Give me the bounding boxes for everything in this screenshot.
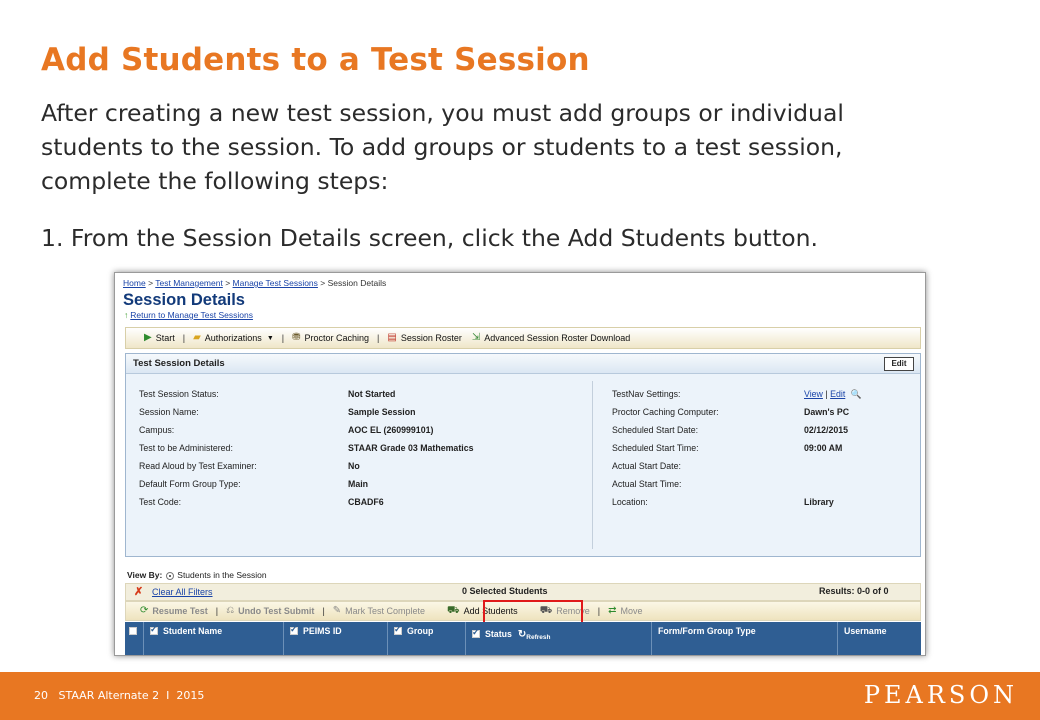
toolbar-separator: | xyxy=(281,333,285,343)
session-toolbar xyxy=(125,327,921,349)
start-date-value: 02/12/2015 xyxy=(804,425,849,435)
toolbar-separator: | xyxy=(377,333,380,343)
filter-bar xyxy=(125,583,921,601)
move-arrows-icon: ⇄ xyxy=(608,605,617,616)
toolbar-separator: | xyxy=(215,606,219,616)
toolbar-separator: | xyxy=(322,606,325,616)
breadcrumb-test-management[interactable]: Test Management xyxy=(155,278,223,288)
return-link-row xyxy=(124,310,253,320)
username-column[interactable] xyxy=(837,622,921,656)
mark-complete-icon: ✎ xyxy=(332,605,342,616)
proctor-computer-value: Dawn's PC xyxy=(804,407,850,417)
pdf-icon: ▤ xyxy=(387,332,397,343)
form-group-type-column[interactable] xyxy=(651,622,837,656)
advanced-roster-download-button[interactable] xyxy=(472,333,630,343)
view-by-row xyxy=(127,570,267,580)
dropdown-arrow-icon: ▼ xyxy=(266,334,274,342)
testnav-edit-link[interactable]: Edit xyxy=(830,389,846,399)
undo-test-submit-button[interactable] xyxy=(226,606,314,616)
detail-label: Session Name: xyxy=(139,407,199,417)
detail-label: Test Code: xyxy=(139,497,182,507)
status-column[interactable] xyxy=(465,622,651,656)
start-label: Start xyxy=(155,333,175,343)
step-1-text: 1. From the Session Details screen, click the Add Students button. xyxy=(41,224,818,252)
refresh-label: Refresh xyxy=(526,634,551,641)
intro-text xyxy=(41,96,1001,198)
testnav-links: View | Edit 🔍 xyxy=(804,389,862,399)
view-by-option-label: Students in the Session xyxy=(177,570,267,580)
advanced-roster-label: Advanced Session Roster Download xyxy=(484,333,631,343)
panel-heading: Test Session Details xyxy=(126,354,920,374)
intro-line: students to the session. To add groups or students to a test session, xyxy=(41,133,843,161)
detail-label: Read Aloud by Test Examiner: xyxy=(139,461,257,471)
detail-label: Campus: xyxy=(139,425,175,435)
view-by-label: View By: xyxy=(127,570,163,580)
group-column[interactable] xyxy=(387,622,465,656)
pearson-logo: PEARSON xyxy=(863,681,1018,709)
detail-label: Test to be Administered: xyxy=(139,443,233,453)
mark-complete-label: Mark Test Complete xyxy=(345,606,426,616)
student-name-header: Student Name xyxy=(163,626,223,636)
move-label: Move xyxy=(620,606,643,616)
remove-icon: ⛟ xyxy=(539,605,553,616)
breadcrumb-home[interactable]: Home xyxy=(123,278,146,288)
column-checkbox[interactable] xyxy=(150,627,158,635)
remove-label: Remove xyxy=(556,606,590,616)
intro-line: After creating a new test session, you must add groups or individual xyxy=(41,99,844,127)
username-header: Username xyxy=(844,626,887,636)
undo-submit-label: Undo Test Submit xyxy=(238,606,315,616)
column-checkbox[interactable] xyxy=(394,627,402,635)
resume-test-button[interactable] xyxy=(140,606,208,616)
intro-line: complete the following steps: xyxy=(41,167,389,195)
move-button[interactable] xyxy=(608,606,642,616)
group-header: Group xyxy=(407,626,434,636)
column-checkbox[interactable] xyxy=(290,627,298,635)
location-value: Library xyxy=(804,497,834,507)
add-students-highlight-box xyxy=(483,600,583,624)
testnav-view-link[interactable]: View xyxy=(804,389,823,399)
breadcrumb-current: Session Details xyxy=(327,278,387,288)
folder-icon: ▰ xyxy=(193,332,201,343)
detail-label: Scheduled Start Time: xyxy=(612,443,699,453)
authorizations-label: Authorizations xyxy=(204,333,262,343)
proctor-caching-label: Proctor Caching xyxy=(304,333,370,343)
detail-label: Scheduled Start Date: xyxy=(612,425,699,435)
undo-icon: ⎌ xyxy=(226,605,235,616)
detail-label: Location: xyxy=(612,497,648,507)
resume-test-label: Resume Test xyxy=(152,606,208,616)
read-aloud-value: No xyxy=(348,461,360,471)
proctor-caching-button[interactable] xyxy=(292,333,369,343)
selected-students-count: 0 Selected Students xyxy=(462,586,548,596)
refresh-icon[interactable]: ↻ xyxy=(517,629,527,640)
slide-footer xyxy=(0,672,1040,720)
start-time-value: 09:00 AM xyxy=(804,443,843,453)
students-in-session-radio[interactable] xyxy=(166,572,174,580)
download-icon: ⇲ xyxy=(471,332,481,343)
breadcrumb-separator: > xyxy=(148,278,154,288)
session-details-screenshot xyxy=(114,272,926,656)
start-button[interactable] xyxy=(144,333,175,343)
settings-magnifier-icon: 🔍 xyxy=(850,389,862,399)
footer-divider: I xyxy=(166,689,170,702)
add-students-label: Add Students xyxy=(463,606,518,616)
add-students-icon: ⛟ xyxy=(447,605,460,616)
select-all-column xyxy=(125,622,143,656)
students-grid-header xyxy=(125,622,921,656)
footer-year: 2015 xyxy=(176,689,205,702)
clear-all-filters-link[interactable]: Clear All Filters xyxy=(152,587,213,597)
status-header: Status xyxy=(485,629,512,639)
results-count: Results: 0-0 of 0 xyxy=(819,586,889,596)
caching-icon: ⛃ xyxy=(292,332,301,343)
column-divider xyxy=(592,381,593,549)
page-number: 20 xyxy=(34,689,48,702)
detail-label: TestNav Settings: xyxy=(612,389,681,399)
form-group-type-header: Form/Form Group Type xyxy=(658,626,756,636)
play-icon: ▶ xyxy=(144,332,152,343)
test-session-details-panel xyxy=(125,353,921,557)
test-value: STAAR Grade 03 Mathematics xyxy=(348,443,474,453)
detail-label: Proctor Caching Computer: xyxy=(612,407,719,417)
detail-label: Default Form Group Type: xyxy=(139,479,241,489)
toolbar-separator: | xyxy=(182,333,186,343)
session-roster-button[interactable] xyxy=(387,333,461,343)
select-all-checkbox[interactable] xyxy=(129,627,137,635)
session-name-value: Sample Session xyxy=(348,407,416,417)
test-code-value: CBADF6 xyxy=(348,497,384,507)
page-title: Session Details xyxy=(123,291,245,309)
edit-button[interactable]: Edit xyxy=(884,357,914,371)
form-group-type-value: Main xyxy=(348,479,369,489)
program-name: STAAR Alternate 2 xyxy=(58,689,160,702)
return-to-manage-sessions-link[interactable]: Return to Manage Test Sessions xyxy=(130,310,253,320)
footer-text xyxy=(34,689,204,702)
breadcrumb-manage-sessions[interactable]: Manage Test Sessions xyxy=(232,278,318,288)
breadcrumb-separator: > xyxy=(225,278,231,288)
detail-label: Test Session Status: xyxy=(139,389,219,399)
peims-id-column[interactable] xyxy=(283,622,387,656)
session-roster-label: Session Roster xyxy=(400,333,462,343)
student-name-column[interactable] xyxy=(143,622,283,656)
detail-label: Actual Start Time: xyxy=(612,479,682,489)
clear-filter-icon: ✗ xyxy=(134,586,144,598)
column-checkbox[interactable] xyxy=(472,630,480,638)
resume-icon: ⟳ xyxy=(140,605,149,616)
up-arrow-icon: ↑ xyxy=(124,310,129,320)
detail-label: Actual Start Date: xyxy=(612,461,681,471)
mark-test-complete-button[interactable] xyxy=(333,606,425,616)
peims-id-header: PEIMS ID xyxy=(303,626,342,636)
breadcrumb-separator: > xyxy=(320,278,326,288)
toolbar-separator: | xyxy=(597,606,601,616)
session-status-value: Not Started xyxy=(348,389,396,399)
campus-value: AOC EL (260999101) xyxy=(348,425,434,435)
authorizations-button[interactable] xyxy=(193,333,274,343)
breadcrumb xyxy=(123,278,386,288)
slide-title: Add Students to a Test Session xyxy=(41,42,590,78)
